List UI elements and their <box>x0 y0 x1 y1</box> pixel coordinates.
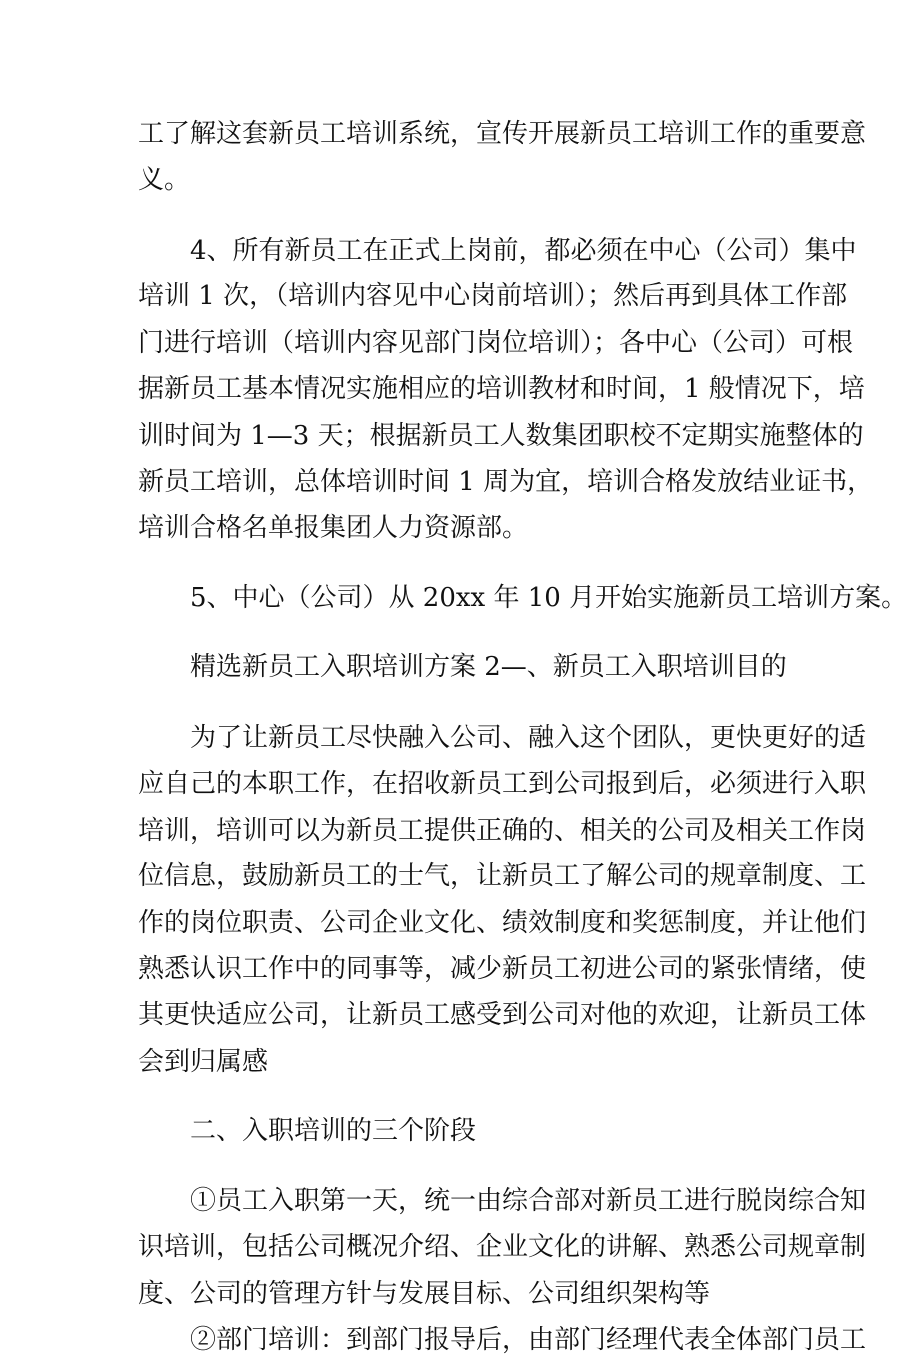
text-line: 工了解这套新员工培训系统，宣传开展新员工培训工作的重要意 <box>138 119 867 149</box>
section-heading: 二、入职培训的三个阶段 <box>190 1116 477 1146</box>
text-line: 应自己的本职工作，在招收新员工到公司报到后，必须进行入职 <box>138 769 867 799</box>
text-line: 精选新员工入职培训方案 2—、新员工入职培训目的 <box>190 652 787 682</box>
text-line: 位信息，鼓励新员工的士气，让新员工了解公司的规章制度、工 <box>138 861 867 891</box>
text-line: 据新员工基本情况实施相应的培训教材和时间，1 般情况下，培 <box>138 374 865 404</box>
text-line: 培训 1 次，（培训内容见中心岗前培训）；然后再到具体工作部 <box>138 281 848 311</box>
text-line: ②部门培训：到部门报导后，由部门经理代表全体部门员工 <box>190 1325 867 1355</box>
text-line: 义。 <box>138 165 191 195</box>
text-line: 度、公司的管理方针与发展目标、公司组织架构等 <box>138 1279 711 1309</box>
text-line: 5、中心（公司）从 20xx 年 10 月开始实施新员工培训方案。 <box>190 583 908 613</box>
text-line: 作的岗位职责、公司企业文化、绩效制度和奖惩制度，并让他们 <box>138 908 867 938</box>
text-line: 会到归属感 <box>138 1047 269 1077</box>
text-line: ①员工入职第一天，统一由综合部对新员工进行脱岗综合知 <box>190 1186 867 1216</box>
text-line: 4、所有新员工在正式上岗前，都必须在中心（公司）集中 <box>190 236 857 266</box>
text-line: 训时间为 1—3 天；根据新员工人数集团职校不定期实施整体的 <box>138 421 864 451</box>
text-line: 识培训，包括公司概况介绍、企业文化的讲解、熟悉公司规章制 <box>138 1232 867 1262</box>
text-line: 为了让新员工尽快融入公司、融入这个团队，更快更好的适 <box>190 723 867 753</box>
text-line: 门进行培训（培训内容见部门岗位培训）；各中心（公司）可根 <box>138 328 854 358</box>
text-line: 其更快适应公司，让新员工感受到公司对他的欢迎，让新员工体 <box>138 1000 867 1030</box>
text-line: 培训，培训可以为新员工提供正确的、相关的公司及相关工作岗 <box>138 816 867 846</box>
text-line: 培训合格名单报集团人力资源部。 <box>138 513 529 543</box>
text-line: 熟悉认识工作中的同事等，减少新员工初进公司的紧张情绪，使 <box>138 954 867 984</box>
text-line: 新员工培训，总体培训时间 1 周为宜，培训合格发放结业证书， <box>138 467 874 497</box>
